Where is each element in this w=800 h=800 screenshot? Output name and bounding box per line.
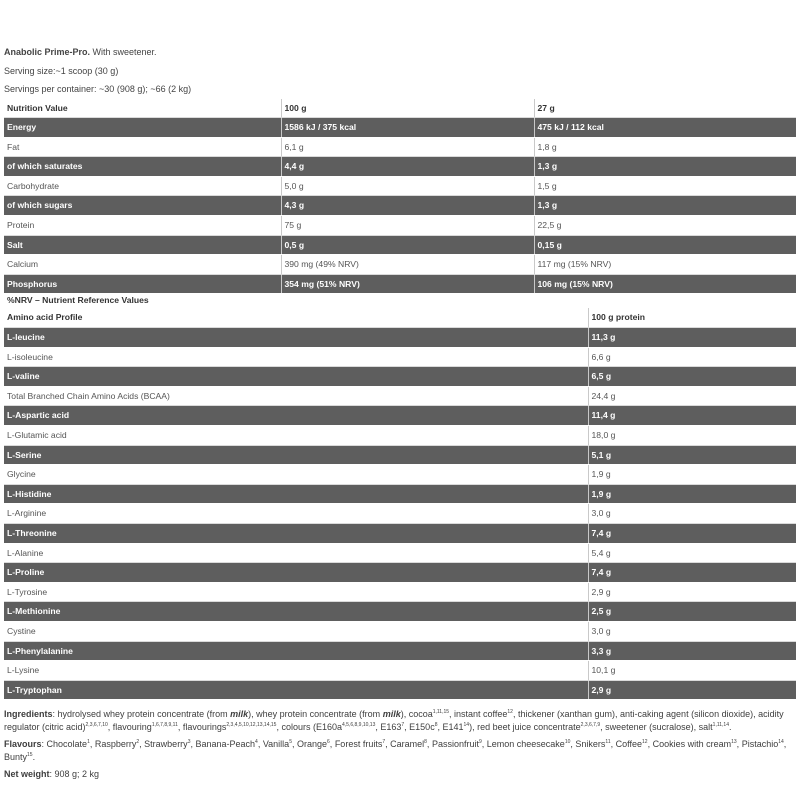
- flavour-name: Lemon cheesecake: [486, 739, 565, 750]
- ingredients-text: .: [728, 722, 732, 733]
- column-header: 100 g: [281, 99, 534, 118]
- table-row: [4, 235, 796, 255]
- amino-name: L-Histidine: [4, 484, 588, 504]
- amino-value: 7,4 g: [588, 523, 796, 543]
- table-row: [4, 621, 796, 641]
- amino-name: L-Lysine: [4, 661, 588, 681]
- footnote-ref: 7: [401, 722, 405, 729]
- footnote-ref: 11: [605, 739, 611, 746]
- amino-header-row: [4, 308, 796, 327]
- ingredients-text: , sweetener (sucralose), salt: [600, 722, 713, 733]
- flavour-name: Forest fruits: [334, 739, 383, 750]
- table-row: [4, 386, 796, 406]
- nutrient-value: 0,5 g: [281, 235, 534, 255]
- nutrient-name: of which sugars: [4, 196, 281, 216]
- nutrient-value: 4,4 g: [281, 157, 534, 177]
- amino-acid-table: [4, 308, 796, 700]
- ingredients-text: ), cocoa: [400, 709, 433, 720]
- ingredients-text: , colours (E160a: [276, 722, 342, 733]
- table-row: [4, 661, 796, 681]
- flavour-name: Bunty: [4, 752, 28, 763]
- net-weight-paragraph: [4, 768, 796, 781]
- separator: ,: [426, 739, 432, 750]
- footnote-ref: 4: [255, 739, 258, 746]
- footnote-ref: 9: [478, 739, 482, 746]
- product-name: Anabolic Prime-Pro.: [4, 47, 91, 57]
- nutrient-value: 106 mg (15% NRV): [534, 274, 796, 294]
- nutrient-name: Salt: [4, 235, 281, 255]
- column-header: Amino acid Profile: [4, 308, 588, 327]
- table-row: [4, 157, 796, 177]
- footnote-ref: 2,3,4,5,10,12,13,14,15: [226, 722, 277, 729]
- separator: ,: [190, 739, 196, 750]
- amino-name: L-Phenylalanine: [4, 641, 588, 661]
- nutrient-value: 1,8 g: [534, 137, 796, 157]
- nutrient-name: Protein: [4, 216, 281, 236]
- amino-value: 11,4 g: [588, 406, 796, 426]
- footnote-ref: 4,5,6,8,9,10,13: [341, 722, 376, 729]
- separator: ,: [783, 739, 787, 750]
- amino-value: 5,1 g: [588, 445, 796, 465]
- amino-value: 1,9 g: [588, 484, 796, 504]
- separator: ,: [139, 739, 145, 750]
- footnote-ref: 8: [424, 739, 427, 746]
- flavour-name: Passionfruit: [431, 739, 479, 750]
- ingredients-text: , E141: [437, 722, 464, 733]
- ingredients-text: : hydrolysed whey protein concentrate (from: [52, 709, 231, 720]
- nutrient-value: 75 g: [281, 216, 534, 236]
- product-note: With sweetener.: [90, 47, 157, 57]
- footnote-ref: 6: [327, 739, 330, 746]
- separator: ,: [291, 739, 297, 750]
- nutrient-value: 22,5 g: [534, 216, 796, 236]
- footnote-ref: 1: [87, 739, 90, 746]
- ingredients-text: , E150c: [404, 722, 435, 733]
- amino-name: L-Serine: [4, 445, 588, 465]
- table-row: [4, 328, 796, 348]
- amino-value: 11,3 g: [588, 328, 796, 348]
- amino-value: 18,0 g: [588, 426, 796, 446]
- serving-size: Serving size:~1 scoop (30 g): [4, 65, 119, 76]
- amino-name: L-valine: [4, 367, 588, 387]
- nutrient-value: 6,1 g: [281, 137, 534, 157]
- amino-name: L-Tryptophan: [4, 680, 588, 700]
- nutrient-name: Carbohydrate: [4, 176, 281, 196]
- table-row: [4, 641, 796, 661]
- ingredients-label: Ingredients: [4, 709, 53, 720]
- ingredients-text: , flavourings: [177, 722, 227, 733]
- net-weight-value: : 908 g; 2 kg: [49, 769, 100, 780]
- amino-name: L-Threonine: [4, 523, 588, 543]
- nutrient-value: 4,3 g: [281, 196, 534, 216]
- nutrition-header-row: [4, 99, 796, 118]
- table-row: [4, 504, 796, 524]
- nutrient-name: Energy: [4, 118, 281, 138]
- flavours-colon: :: [41, 739, 47, 750]
- nutrient-name: of which saturates: [4, 157, 281, 177]
- product-details: [4, 708, 796, 781]
- amino-name: Total Branched Chain Amino Acids (BCAA): [4, 386, 588, 406]
- amino-value: 6,5 g: [588, 367, 796, 387]
- column-header: 100 g protein: [588, 308, 796, 327]
- nutrient-name: Calcium: [4, 255, 281, 275]
- amino-value: 7,4 g: [588, 563, 796, 583]
- allergen-milk: milk: [382, 709, 401, 720]
- amino-value: 5,4 g: [588, 543, 796, 563]
- nutrient-value: 117 mg (15% NRV): [534, 255, 796, 275]
- table-row: [4, 406, 796, 426]
- flavours-paragraph: [4, 738, 796, 764]
- amino-value: 10,1 g: [588, 661, 796, 681]
- amino-value: 1,9 g: [588, 465, 796, 485]
- flavour-name: Cookies with cream: [652, 739, 732, 750]
- separator: ,: [570, 739, 576, 750]
- footnote-ref: 1,11,15: [432, 709, 450, 716]
- ingredients-text: , thickener (xanthan gum), anti-caking agent (silicon dioxide), acidity regulator (citric acid): [4, 709, 784, 733]
- nutrient-value: 0,15 g: [534, 235, 796, 255]
- separator: ,: [385, 739, 391, 750]
- nutrient-value: 1,3 g: [534, 157, 796, 177]
- flavour-name: Raspberry: [94, 739, 137, 750]
- separator: ,: [329, 739, 335, 750]
- flavour-name: Chocolate: [46, 739, 88, 750]
- footnote-ref: 2,3,6,7,9: [580, 722, 601, 729]
- table-row: [4, 255, 796, 275]
- product-info: [4, 43, 796, 785]
- table-row: [4, 426, 796, 446]
- separator: ,: [481, 739, 487, 750]
- table-row: [4, 523, 796, 543]
- flavour-name: Strawberry: [144, 739, 188, 750]
- amino-name: Glycine: [4, 465, 588, 485]
- table-row: [4, 367, 796, 387]
- ingredients-text: , flavouring: [107, 722, 152, 733]
- footnote-ref: 3: [187, 739, 191, 746]
- flavour-name: Pistachio: [741, 739, 779, 750]
- ingredients-text: ), red beet juice concentrate: [469, 722, 581, 733]
- footnote-ref: 2: [136, 739, 140, 746]
- amino-name: L-Aspartic acid: [4, 406, 588, 426]
- flavour-name: Caramel: [390, 739, 425, 750]
- amino-value: 2,9 g: [588, 680, 796, 700]
- nutrient-value: 1,3 g: [534, 196, 796, 216]
- footnote-ref: 14: [463, 722, 470, 729]
- amino-name: L-Methionine: [4, 602, 588, 622]
- table-row: [4, 274, 796, 294]
- table-row: [4, 484, 796, 504]
- nutrient-value: 354 mg (51% NRV): [281, 274, 534, 294]
- footnote-ref: 5: [289, 739, 292, 746]
- flavours-label: Flavours: [4, 739, 42, 750]
- ingredients-text: , E163: [375, 722, 402, 733]
- table-row: [4, 582, 796, 602]
- amino-value: 2,9 g: [588, 582, 796, 602]
- nutrition-table: [4, 99, 796, 295]
- footnote-ref: 1,11,14: [712, 722, 729, 729]
- amino-value: 3,0 g: [588, 504, 796, 524]
- table-row: [4, 216, 796, 236]
- flavour-name: Coffee: [615, 739, 642, 750]
- table-row: [4, 176, 796, 196]
- amino-name: L-Arginine: [4, 504, 588, 524]
- amino-name: L-Proline: [4, 563, 588, 583]
- separator: ,: [736, 739, 742, 750]
- separator: ,: [89, 739, 95, 750]
- footnote-ref: 2,3,6,7,10: [85, 722, 108, 729]
- amino-name: L-isoleucine: [4, 347, 588, 367]
- footnote-ref: 13: [731, 739, 737, 746]
- table-row: [4, 465, 796, 485]
- amino-value: 3,3 g: [588, 641, 796, 661]
- amino-name: Cystine: [4, 621, 588, 641]
- amino-name: L-Tyrosine: [4, 582, 588, 602]
- footnote-ref: 7: [382, 739, 386, 746]
- column-header: 27 g: [534, 99, 796, 118]
- nrv-note: %NRV – Nutrient Reference Values: [7, 295, 149, 306]
- table-row: [4, 680, 796, 700]
- ingredients-paragraph: [4, 708, 796, 734]
- table-row: [4, 602, 796, 622]
- table-row: [4, 445, 796, 465]
- amino-name: L-leucine: [4, 328, 588, 348]
- ingredients-text: ), whey protein concentrate (from: [248, 709, 383, 720]
- flavour-name: Vanilla: [262, 739, 290, 750]
- separator: .: [32, 752, 36, 763]
- amino-value: 3,0 g: [588, 621, 796, 641]
- product-title: [4, 43, 796, 62]
- footnote-ref: 14: [778, 739, 784, 746]
- ingredients-text: , instant coffee: [449, 709, 508, 720]
- servings-per-container: Servings per container: ~30 (908 g); ~66 (2 kg): [4, 84, 192, 94]
- amino-value: 2,5 g: [588, 602, 796, 622]
- allergen-milk: milk: [230, 709, 249, 720]
- table-row: [4, 543, 796, 563]
- nutrient-name: Phosphorus: [4, 274, 281, 294]
- table-row: [4, 118, 796, 138]
- nutrient-value: 5,0 g: [281, 176, 534, 196]
- table-row: [4, 196, 796, 216]
- table-row: [4, 137, 796, 157]
- amino-name: L-Glutamic acid: [4, 426, 588, 446]
- footnote-ref: 15: [27, 752, 33, 759]
- separator: ,: [647, 739, 653, 750]
- flavour-name: Snikers: [575, 739, 606, 750]
- amino-value: 6,6 g: [588, 347, 796, 367]
- nutrient-value: 1,5 g: [534, 176, 796, 196]
- amino-value: 24,4 g: [588, 386, 796, 406]
- net-weight-label: Net weight: [4, 769, 50, 780]
- nutrient-value: 475 kJ / 112 kcal: [534, 118, 796, 138]
- footnote-ref: 8: [434, 722, 438, 729]
- column-header: Nutrition Value: [4, 99, 281, 118]
- table-row: [4, 347, 796, 367]
- table-row: [4, 563, 796, 583]
- nutrient-name: Fat: [4, 137, 281, 157]
- amino-name: L-Alanine: [4, 543, 588, 563]
- flavour-name: Banana-Peach: [195, 739, 256, 750]
- footnote-ref: 12: [642, 739, 648, 746]
- separator: ,: [257, 739, 263, 750]
- nutrient-value: 390 mg (49% NRV): [281, 255, 534, 275]
- footnote-ref: 1,6,7,8,9,11: [151, 722, 178, 729]
- nutrient-value: 1586 kJ / 375 kcal: [281, 118, 534, 138]
- flavour-name: Orange: [296, 739, 328, 750]
- footnote-ref: 12: [507, 709, 513, 716]
- footnote-ref: 10: [564, 739, 571, 746]
- separator: ,: [610, 739, 616, 750]
